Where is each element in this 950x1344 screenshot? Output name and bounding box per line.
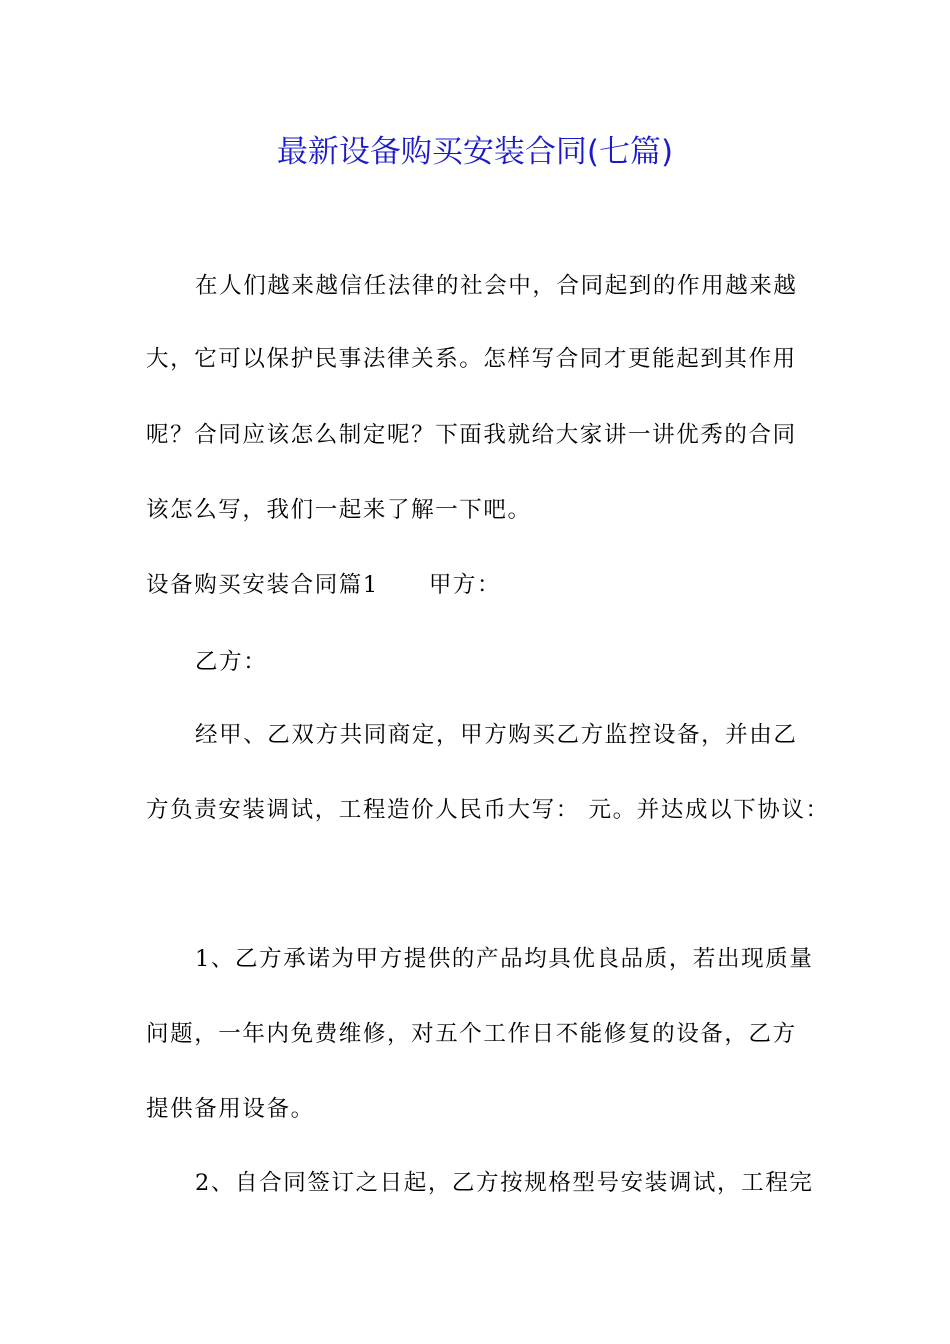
party-a-label: 甲方： <box>428 572 502 598</box>
agreement-line-2: 方负责安装调试，工程造价人民币大写： 元。并达成以下协议： <box>146 797 830 823</box>
clause1-line-3: 提供备用设备。 <box>146 1096 315 1122</box>
intro-line-4: 该怎么写，我们一起来了解一下吧。 <box>146 497 532 523</box>
clause2-line-1: 2、自合同签订之日起，乙方按规格型号安装调试，工程完 <box>195 1170 814 1196</box>
party-b-label: 乙方： <box>195 649 268 675</box>
intro-line-1: 在人们越来越信任法律的社会中，合同起到的作用越来越 <box>195 273 798 299</box>
section-heading-row <box>146 570 501 600</box>
agreement-line-1: 经甲、乙双方共同商定，甲方购买乙方监控设备，并由乙 <box>195 722 798 748</box>
clause1-line-1: 1、乙方承诺为甲方提供的产品均具优良品质，若出现质量 <box>195 946 814 972</box>
document-title: 最新设备购买安装合同(七篇) <box>276 134 674 170</box>
intro-line-3: 呢？合同应该怎么制定呢？下面我就给大家讲一讲优秀的合同 <box>146 422 797 448</box>
clause1-line-2: 问题，一年内免费维修，对五个工作日不能修复的设备，乙方 <box>146 1021 797 1047</box>
section-heading: 设备购买安装合同篇1 <box>146 572 379 598</box>
intro-line-2: 大，它可以保护民事法律关系。怎样写合同才更能起到其作用 <box>146 346 797 372</box>
